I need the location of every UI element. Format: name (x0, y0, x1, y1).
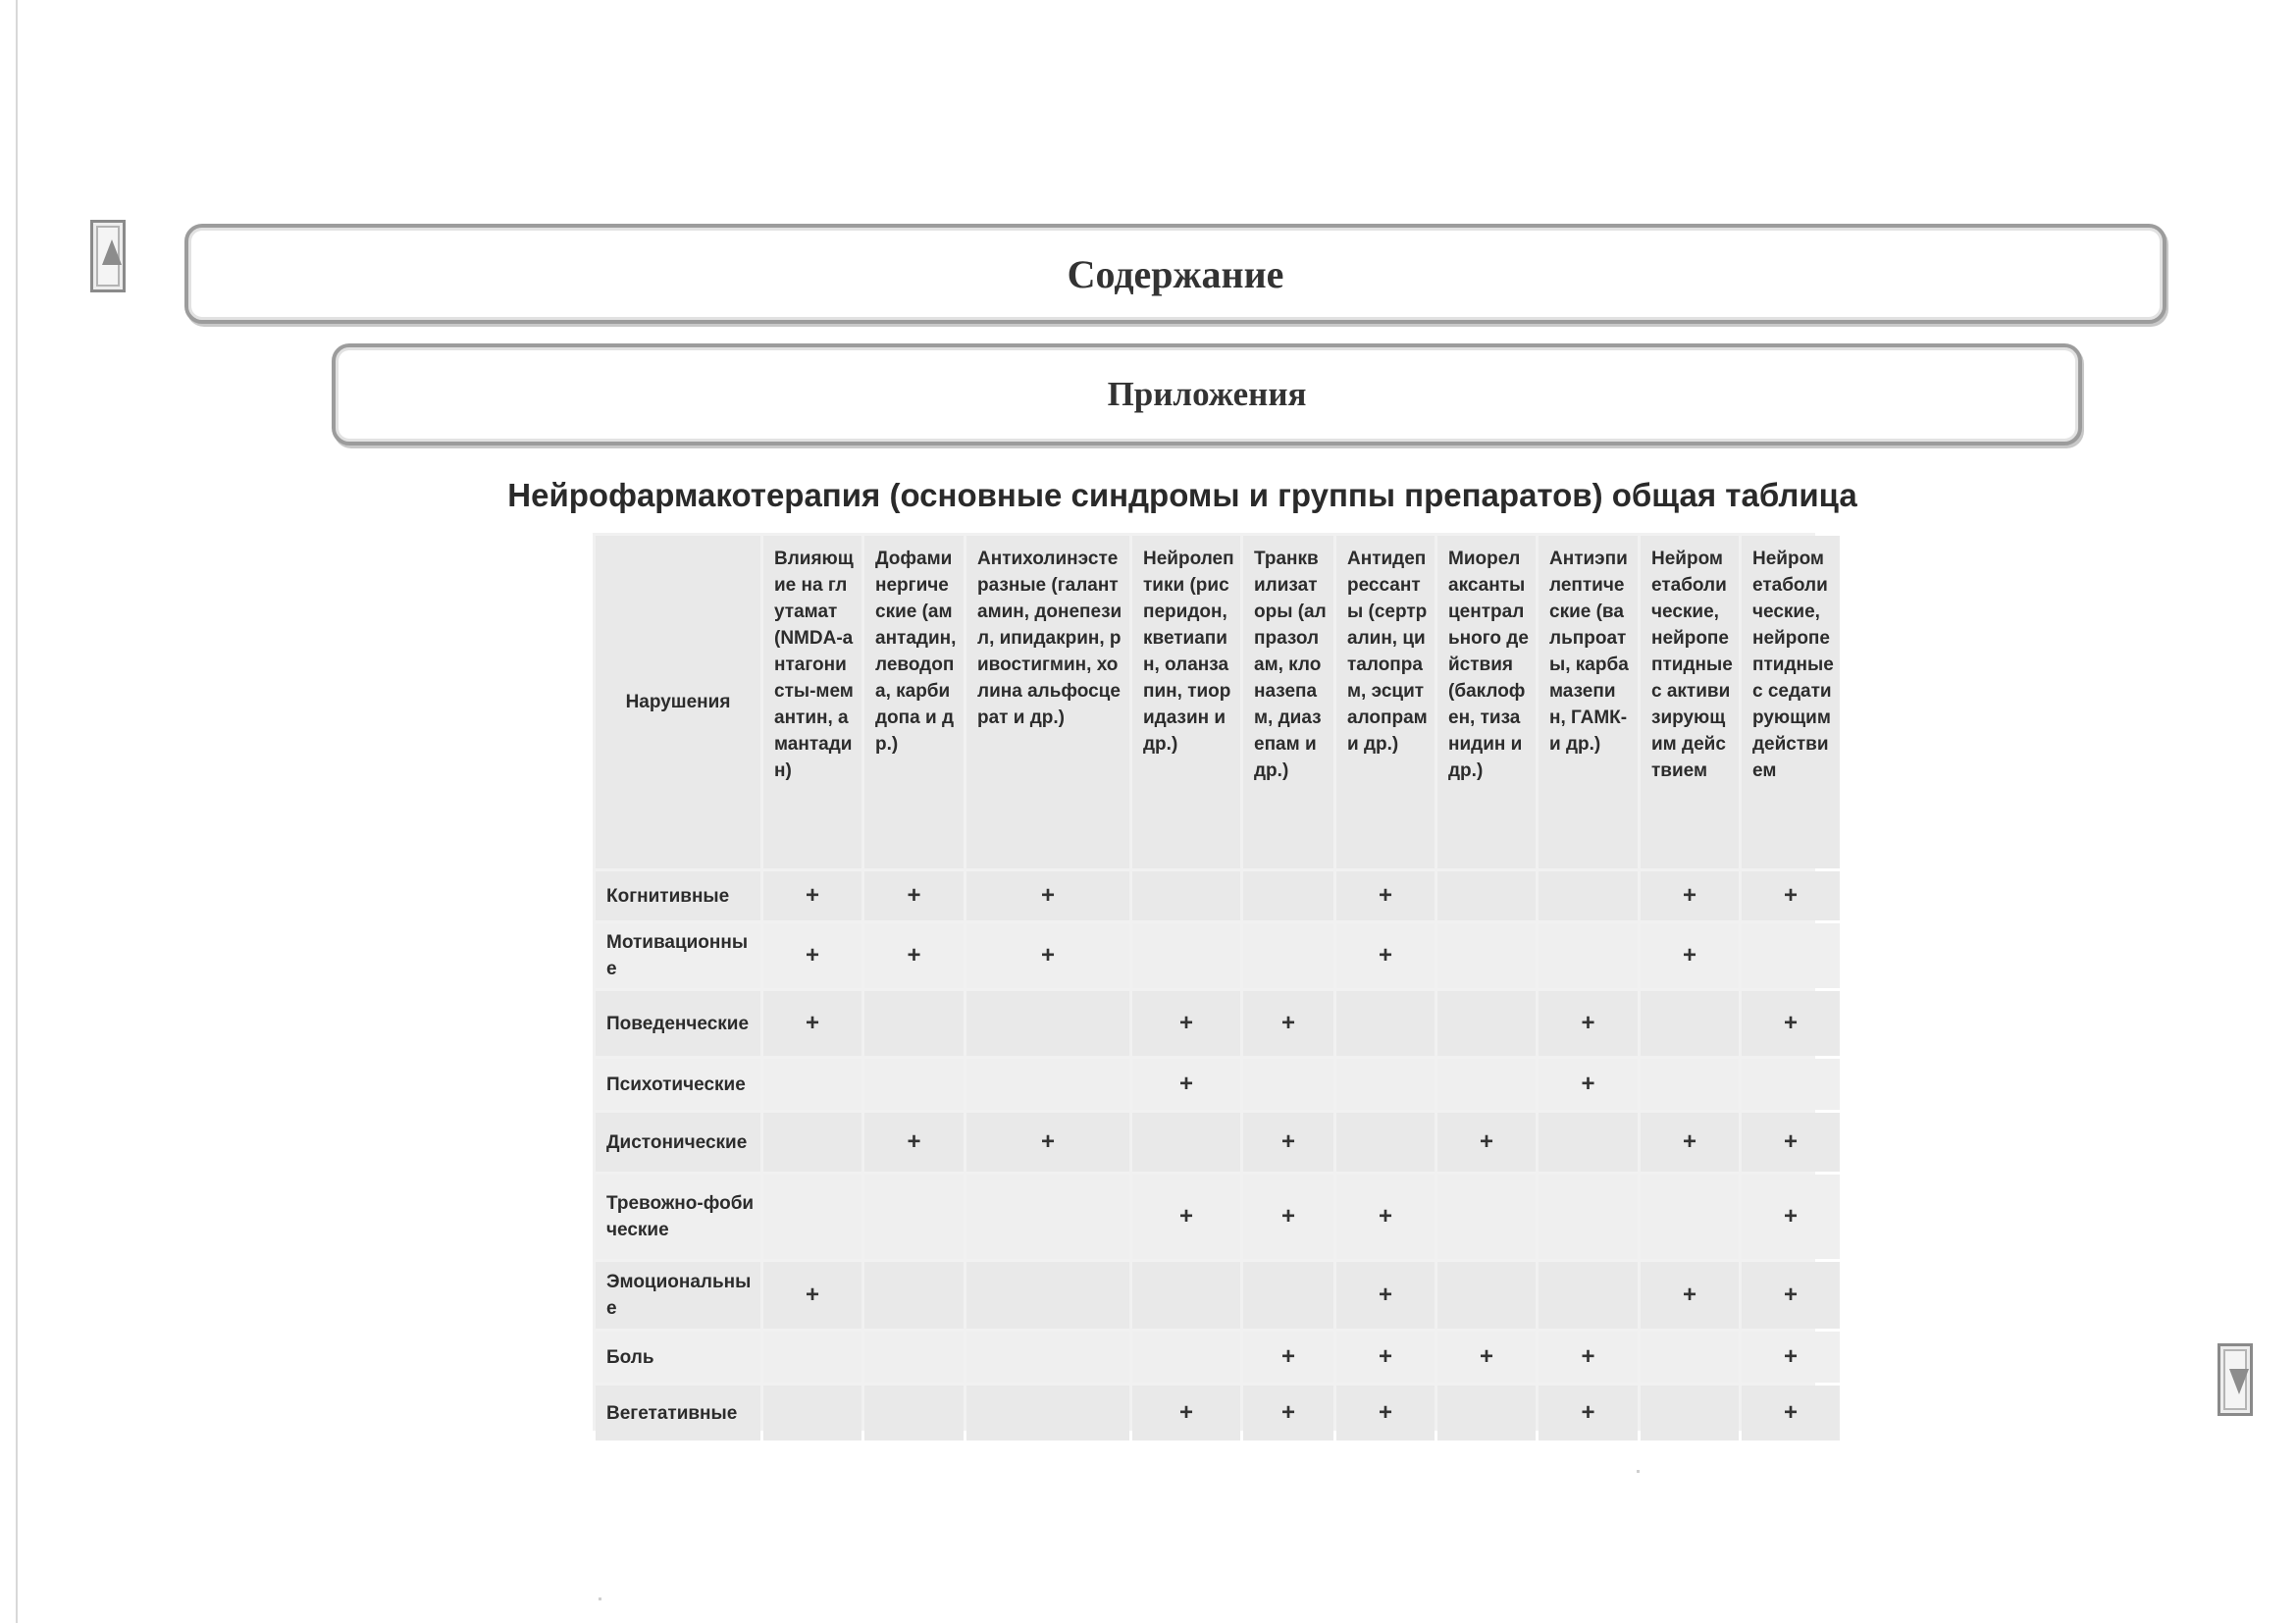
scan-page-edge (16, 0, 18, 1623)
table-cell (1641, 1386, 1739, 1440)
table-cell: + (1132, 1059, 1240, 1110)
table-cell (966, 1059, 1129, 1110)
row-label: Психотические (596, 1059, 760, 1110)
table-cell (763, 1175, 861, 1259)
table-cell: + (1336, 1262, 1435, 1329)
table-cell: + (1742, 1175, 1840, 1259)
table-row (596, 1262, 1840, 1329)
table-cell: + (1437, 1113, 1536, 1172)
table-cell (1641, 1332, 1739, 1383)
contents-button[interactable] (184, 224, 2166, 324)
scroll-up-button[interactable] (90, 220, 126, 292)
table-cell: + (1742, 991, 1840, 1056)
table-cell (763, 1332, 861, 1383)
table-cell: + (1641, 1262, 1739, 1329)
table-cell: + (1742, 1332, 1840, 1383)
table-row (596, 923, 1840, 988)
table-cell (1641, 991, 1739, 1056)
syndrome-drug-grid (593, 533, 1843, 1443)
table-cell: + (1336, 871, 1435, 920)
table-cell: + (1742, 871, 1840, 920)
table-cell: + (1641, 1113, 1739, 1172)
table-cell (1243, 871, 1333, 920)
table-cell (966, 1386, 1129, 1440)
table-cell (864, 991, 964, 1056)
table-cell (763, 1059, 861, 1110)
table-cell (864, 1332, 964, 1383)
table-cell: + (1243, 1113, 1333, 1172)
table-cell: + (966, 1113, 1129, 1172)
table-cell: + (1742, 1113, 1840, 1172)
column-header: Антидепрессанты (сертралин, циталопрам, эсциталопрам и др.) (1336, 536, 1435, 868)
column-header: Нейрометаболические, нейропептидные с седатирующим действием (1742, 536, 1840, 868)
table-cell (1132, 871, 1240, 920)
table-row (596, 1059, 1840, 1110)
table-cell: + (864, 923, 964, 988)
table-cell (1539, 923, 1638, 988)
scan-speck (599, 1597, 601, 1600)
table-cell: + (1243, 1386, 1333, 1440)
table-cell: + (1539, 1059, 1638, 1110)
scroll-down-button-face (2223, 1349, 2247, 1410)
contents-label: Содержание (1067, 251, 1284, 296)
table-cell (1132, 1262, 1240, 1329)
table-cell (763, 1113, 861, 1172)
table-cell (864, 1386, 964, 1440)
table-cell (1243, 923, 1333, 988)
table-cell (1437, 1262, 1536, 1329)
scroll-up-button-face (96, 226, 120, 287)
table-cell: + (1336, 923, 1435, 988)
table-cell: + (763, 871, 861, 920)
arrow-down-icon (2229, 1369, 2249, 1394)
table-row (596, 871, 1840, 920)
column-header: Нейролептики (рисперидон, кветиапин, оланзапин, тиоридазин и др.) (1132, 536, 1240, 868)
corner-header: Нарушения (596, 536, 760, 868)
neuropharmacotherapy-table (593, 533, 1834, 1431)
table-cell: + (966, 871, 1129, 920)
table-cell: + (1336, 1175, 1435, 1259)
table-cell (1243, 1262, 1333, 1329)
table-cell (1437, 1059, 1536, 1110)
table-cell (966, 1332, 1129, 1383)
table-cell: + (1132, 1386, 1240, 1440)
table-cell (1336, 991, 1435, 1056)
column-header: Нейрометаболические, нейропептидные с активизирующим действием (1641, 536, 1739, 868)
column-header: Дофаминергические (амантадин, леводопа, карбидопа и др.) (864, 536, 964, 868)
table-cell (864, 1059, 964, 1110)
row-label: Боль (596, 1332, 760, 1383)
table-cell: + (864, 871, 964, 920)
table-cell: + (763, 1262, 861, 1329)
scroll-down-button[interactable] (2218, 1343, 2253, 1416)
row-label: Поведенческие (596, 991, 760, 1056)
table-cell (1539, 1113, 1638, 1172)
table-cell (966, 991, 1129, 1056)
table-cell: + (966, 923, 1129, 988)
table-cell (864, 1175, 964, 1259)
table-cell (966, 1262, 1129, 1329)
table-cell (1641, 1059, 1739, 1110)
table-cell: + (1336, 1386, 1435, 1440)
appendix-label: Приложения (1107, 375, 1307, 413)
table-cell (1539, 1262, 1638, 1329)
table-cell (1243, 1059, 1333, 1110)
table-cell: + (1742, 1386, 1840, 1440)
table-cell (1437, 1386, 1536, 1440)
table-cell (1132, 923, 1240, 988)
table-cell (1437, 1175, 1536, 1259)
table-cell: + (1132, 991, 1240, 1056)
table-cell: + (1132, 1175, 1240, 1259)
table-cell (1336, 1059, 1435, 1110)
row-label: Вегетативные (596, 1386, 760, 1440)
table-cell (1539, 871, 1638, 920)
appendix-button[interactable] (332, 343, 2082, 445)
table-cell: + (1336, 1332, 1435, 1383)
table-cell: + (1641, 871, 1739, 920)
table-cell: + (1742, 1262, 1840, 1329)
row-label: Мотивационные (596, 923, 760, 988)
row-label: Тревожно-фобические (596, 1175, 760, 1259)
table-cell: + (1539, 991, 1638, 1056)
table-cell (1742, 923, 1840, 988)
column-header: Влияющие на глутамат (NMDA-антагонисты-мемантин, амантадин) (763, 536, 861, 868)
table-cell: + (864, 1113, 964, 1172)
table-cell: + (1437, 1332, 1536, 1383)
table-row (596, 1386, 1840, 1440)
table-row (596, 1113, 1840, 1172)
row-label: Эмоциональные (596, 1262, 760, 1329)
table-cell: + (1641, 923, 1739, 988)
table-cell (1132, 1113, 1240, 1172)
table-cell: + (1243, 1175, 1333, 1259)
table-cell: + (1243, 991, 1333, 1056)
table-cell (763, 1386, 861, 1440)
table-cell: + (763, 923, 861, 988)
table-cell (1539, 1175, 1638, 1259)
table-cell (864, 1262, 964, 1329)
table-cell: + (763, 991, 861, 1056)
document-title: Нейрофармакотерапия (основные синдромы и группы препаратов) общая таблица (507, 477, 1857, 513)
table-cell (1641, 1175, 1739, 1259)
scan-speck (1637, 1470, 1640, 1473)
table-header-row (596, 536, 1840, 868)
row-label: Когнитивные (596, 871, 760, 920)
table-cell (1132, 1332, 1240, 1383)
arrow-up-icon (102, 239, 122, 265)
table-row (596, 1175, 1840, 1259)
column-header: Миорелаксанты центрального действия (баклофен, тизанидин и др.) (1437, 536, 1536, 868)
table-cell (1437, 923, 1536, 988)
table-cell (1437, 871, 1536, 920)
column-header: Транквилизаторы (алпразолам, клоназепам, диазепам и др.) (1243, 536, 1333, 868)
table-cell (1437, 991, 1536, 1056)
table-row (596, 991, 1840, 1056)
table-cell: + (1539, 1332, 1638, 1383)
table-cell: + (1539, 1386, 1638, 1440)
table-cell (966, 1175, 1129, 1259)
table-row (596, 1332, 1840, 1383)
table-cell (1742, 1059, 1840, 1110)
table-cell: + (1243, 1332, 1333, 1383)
table-cell (1336, 1113, 1435, 1172)
column-header: Антихолинэстеразные (галантамин, донепезил, ипидакрин, ривостигмин, холина альфосцерат и др.) (966, 536, 1129, 868)
row-label: Дистонические (596, 1113, 760, 1172)
column-header: Антиэпилептические (вальпроаты, карбамазепин, ГАМК-и др.) (1539, 536, 1638, 868)
